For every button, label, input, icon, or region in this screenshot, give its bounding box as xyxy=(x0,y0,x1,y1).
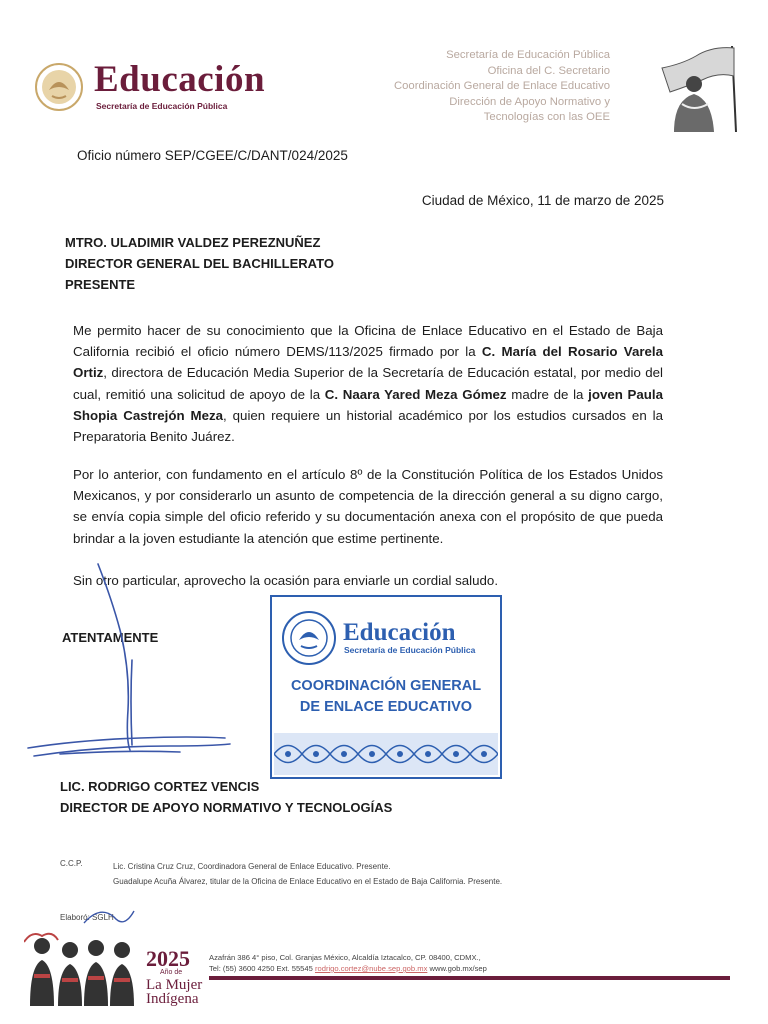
brand-title: Educación xyxy=(94,59,266,100)
prepared-by: Elaboró: SGLH xyxy=(60,913,114,922)
footer-address xyxy=(209,952,487,974)
stamp-line-1: COORDINACIÓN GENERAL xyxy=(290,678,482,694)
signer-name: LIC. RODRIGO CORTEZ VENCIS xyxy=(60,779,260,794)
recipient-name: MTRO. ULADIMIR VALDEZ PEREZNUÑEZ xyxy=(65,235,321,250)
office-header xyxy=(394,48,610,126)
document-number: Oficio número SEP/CGEE/C/DANT/024/2025 xyxy=(77,148,348,163)
ccp-list xyxy=(113,859,502,889)
recipient-block xyxy=(65,232,334,295)
recipient-title: DIRECTOR GENERAL DEL BACHILLERATO xyxy=(65,256,334,271)
footer-divider xyxy=(209,976,730,980)
p1-text: madre de la xyxy=(506,386,589,402)
website-text: www.gob.mx/sep xyxy=(427,964,487,973)
stamp-brand: Educación xyxy=(343,619,456,646)
stamp-line-2: DE ENLACE EDUCATIVO xyxy=(299,699,473,715)
office-line: Coordinación General de Enlace Educativo xyxy=(393,80,610,92)
p1-text: Me permito hacer de su conocimiento que la Oficina de Enlace Educativo en el Estado de Baja California recibió el oficio número DEMS/113/2025 firmado por la xyxy=(73,323,663,360)
signer-block xyxy=(60,776,392,818)
office-line: Oficina del C. Secretario xyxy=(487,64,610,77)
paragraph-3: Sin otro particular, aprovecho la ocasión para enviarle un cordial saludo. xyxy=(73,573,499,588)
recipient-presente: PRESENTE xyxy=(65,277,136,292)
year-title-1: La Mujer xyxy=(146,977,203,993)
coat-of-arms-icon xyxy=(34,62,84,112)
stamp-seal-icon xyxy=(281,610,337,666)
year-logo: 2025 xyxy=(146,946,190,971)
stamp-brand-subtitle: Secretaría de Educación Pública xyxy=(344,645,476,655)
flag-woman-illustration-icon xyxy=(652,42,740,134)
p1-name-director: C. María del Rosario Varela Ortiz xyxy=(73,344,663,381)
ccp-item: Lic. Cristina Cruz Cruz, Coordinadora General de Enlace Educativo. Presente. xyxy=(113,862,391,871)
p1-name-mother: C. Naara Yared Meza Gómez xyxy=(324,386,507,402)
signer-title: DIRECTOR DE APOYO NORMATIVO Y TECNOLOGÍAS xyxy=(60,800,393,815)
p1-text: , directora de Educación Media Superior de la Secretaría de Educación estatal, por medio del cual, remitió una solicitud de apoyo de la xyxy=(73,365,663,402)
paragraph-2: Por lo anterior, con fundamento en el artículo 8º de la Constitución Política de los Estados Unidos Mexicanos, y por considerarlo un asunto de competencia de la dirección general a su digno cargo, se envía copia simple del oficio referido y su documentación anexa con el propósito de que pueda brindar a la joven estudiante la atención que estime pertinente. xyxy=(73,467,663,546)
p1-text: , quien requiere un historial académico por los estudios cursados en la Preparatoria Benito Juárez. xyxy=(73,407,663,445)
contact-line xyxy=(209,963,487,974)
indigenous-women-illustration-icon xyxy=(24,930,142,1006)
office-line: Secretaría de Educación Pública xyxy=(446,49,610,61)
closing: ATENTAMENTE xyxy=(62,630,159,645)
ccp-item: Guadalupe Acuña Álvarez, titular de la Oficina de Enlace Educativo en el Estado de Baja California. Presente. xyxy=(113,877,503,886)
paragraph-1 xyxy=(73,320,663,447)
address-line: Azafrán 386 4° piso, Col. Granjas México, Alcaldía Iztacalco, CP. 08400, CDMX., xyxy=(209,953,481,962)
office-line: Tecnologías con las OEE xyxy=(483,111,610,123)
phone-text: Tel: (55) 3600 4250 Ext. 55545 xyxy=(209,964,315,973)
p1-name-student: joven Paula Shopia Castrejón Meza xyxy=(73,386,664,423)
initials-scribble-icon xyxy=(80,903,140,933)
document-date: Ciudad de México, 11 de marzo de 2025 xyxy=(421,193,664,208)
stamp-decorative-pattern xyxy=(274,733,498,775)
brand-subtitle: Secretaría de Educación Pública xyxy=(96,101,228,111)
ccp-label: C.C.P. xyxy=(60,859,83,868)
year-logo-sub: Año de xyxy=(160,969,183,976)
email-link[interactable]: rodrigo.cortez@nube.sep.gob.mx xyxy=(314,964,428,973)
office-line: Dirección de Apoyo Normativo y xyxy=(449,95,610,108)
year-title-2: Indígena xyxy=(146,991,199,1007)
handwritten-signature-icon xyxy=(20,560,240,770)
